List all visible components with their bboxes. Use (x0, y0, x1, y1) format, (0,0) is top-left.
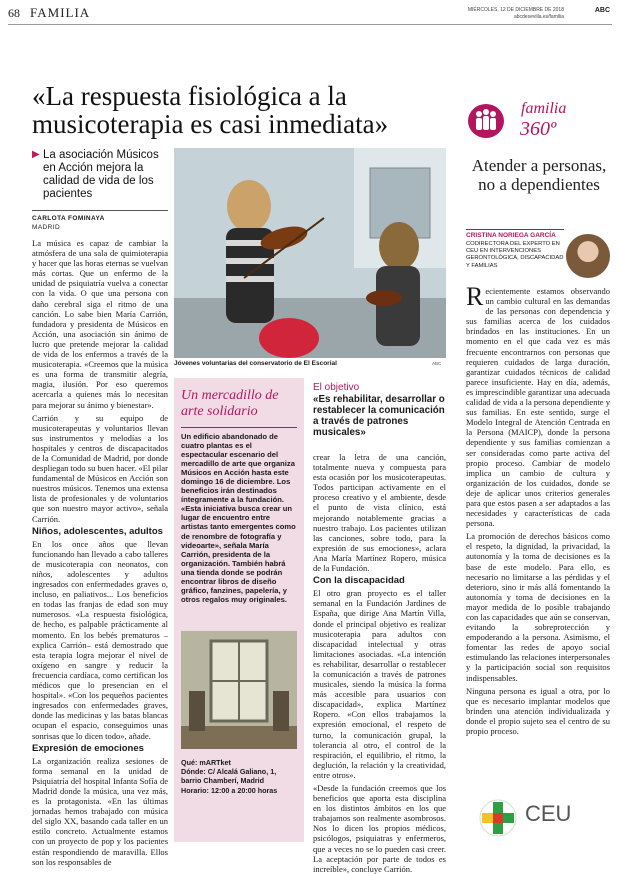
paragraph: Ninguna persona es igual a otra, por lo que es necesario implantar modelos que brinden una atención individualizada y donde el propio sujeto sea el centro de su propio proceso. (466, 685, 610, 737)
info-horario: Horario: 12:00 a 20:00 horas (181, 785, 278, 795)
market-room-illustration (181, 631, 297, 749)
headline: «La respuesta fisiológica a la musicoterapia es casi inmediata» (32, 81, 389, 139)
paragraph: El otro gran proyecto es el taller semanal en la Fundación Jardines de España, que dirige Ana Martín Villa, donde el principal objetivo es realizar musicoterapia para adultos con discapacidad intelectual y otras limitaciones asociadas. «La intención es rehabilitar, desarrollar o restablecer la comunicación a través de patrones musicales, siendo la música la forma más accesible para usuarios con discapacidad», explica Martínez Ropero. «Con ellos trabajamos la expresión emocional, el respeto de turno, la comunicación grupal, la tolerancia al otro, el control de la respiración, el equilibrio, el ritmo, la deglución, la relación y la creatividad, entre otros». (313, 588, 446, 780)
byline-divider (32, 210, 168, 211)
objetivo-label: El objetivo (313, 382, 360, 393)
page-header (8, 4, 612, 25)
dropcap: R (466, 282, 484, 311)
mercadillo-body: Un edificio abandonado de cuatro plantas es el espectacular escenario del mercadillo de arte que organiza Músicos en Acción hasta este domingo 16 de diciembre. Los beneficios irán destinados íntegramente a la fundación. «Esta iniciativa busca crear un lugar de encuentro entre artistas tanto emergentes como de renombre de fotografía y videoarte», señala María Carrión, presidenta de la organización. También habrá una tienda donde se podrán encontrar libros de diseño gráfico, fanzines, papelería, y otros regalos muy originales. (181, 432, 296, 604)
subheading: Niños, adolescentes, adultos (32, 525, 163, 537)
mercadillo-divider (181, 427, 297, 428)
ceu-cross-icon (478, 798, 518, 838)
info-donde: Dónde: C/ Alcalá Galiano, 1, barrio Chamberí, Madrid (181, 767, 277, 786)
first-paragraph-text: ecientemente estamos observando un cambio cultural en las demandas de las personas con dependencia y sus familias acerca de los cuidados brindados en las instituciones. En un momento en el que cada vez es más frecuente encontrarnos con personas que requieren cuidados de larga duración, garantizar cuidados técnicos de calidad parece insuficiente. Hay en día, además, es imprescindible garantizar una adecuada calidad de vida a la persona dependiente y sus familias. En este sentido, surge el Modelo Integral de Atención Centrada en la Persona (MAICP), donde la persona dependiente y sus familias comienzan a ser consideradas como parte activa del propio proceso. Cambiar de modelo implica un cambio de cultura y organización de los cuidados, donde se deje de aplicar unos criterios generales para que estos pasen a ser adaptados a las necesidades y características de cada persona. (466, 286, 610, 529)
market-photo (181, 631, 297, 749)
side-column-role: CODIRECTORA DEL EXPERTO EN CEU EN INTERVENCIONES GERONTOLÓGICA, DISCAPACIDAD Y FAMILIAS (466, 241, 564, 269)
paragraph: La organización realiza sesiones de forma semanal en la unidad de Psiquiatría del hospital Infanta Sofía de Madrid donde la música, una vez más, es la protagonista. «En las últimas jornadas hemos trabajado con música del siglo XX, basando cada taller en un estilo concreto. Actualmente estamos con un proyecto de pop y los pacientes están respondiendo de maravilla. Ellos son los responsables de (32, 755, 168, 867)
photo-caption: Jóvenes voluntarias del conservatorio de El Escorial (174, 360, 337, 367)
side-column-body (466, 282, 610, 770)
info-que: Qué: mARTket (181, 758, 231, 767)
paragraph: «Desde la fundación creemos que los beneficios que aporta esta disciplina en los distintos ámbitos en los que trabajamos son realmente asombrosos. Nos lo dicen los propios médicos, psicólogos, psiquiatras y enfermeros, que a veces no se lo pueden casi creer. La aceptación por parte de todos es increíble», concluye Carrión. (313, 783, 446, 874)
url-line: abcdesevilla.es/familia (513, 14, 564, 20)
paragraph: Carrión y su equipo de musicoterapeutas y voluntarios llevan sus instrumentos y melodías a los hospitales y centros de discapacitados de la Comunidad de Madrid, por donde despliegan todo su buen hacer. «El pilar fundamental de Músicos en Acción son nuestros músicos. Tenemos una extensa lista de profesionales y de voluntarios que son nuestro mayor activo», señala Carrión. (32, 412, 168, 524)
page-number: 68 (8, 6, 20, 20)
violinists-illustration (174, 148, 446, 358)
paragraph: crear la letra de una canción, totalmente nueva y compuesta para esta ocasión por los musicoterapeutas. Todos participan activamente en el proceso creativo y el ambiente, desde el punto de vista clínico, está mejorando notablemente gracias a nuestro trabajo. Los pacientes utilizan las canciones, sobre todo, para la expresión de sus emociones», aclara Ana María Martínez Ropero, música de la Fundación. (313, 452, 446, 574)
main-photo (174, 148, 446, 358)
subheading: Expresión de emociones (32, 742, 144, 754)
subhead-arrow-icon: ▶ (32, 149, 40, 160)
mercadillo-info (181, 758, 297, 795)
subheading: Con la discapacidad (313, 575, 405, 587)
paragraph: La promoción de derechos básicos como el respeto, la dignidad, la privacidad, la autonomía y la toma de decisiones es la base de este modelo. Para ello, es necesario no limitarse a las pérdidas y el deterioro, sino ir más allá fomentando la autonomía y toma de decisiones en la mayor medida de lo posible trabajando con las capacidades que aún se conservan, evitando la sobreprotección y empoderando a la persona. Asimismo, el fomentar las redes de apoyo social estimulando las relaciones interpersonales y la participación social son requisitos indispensables. (466, 531, 610, 683)
side-column-author: CRISTINA NORIEGA GARCÍA (466, 229, 564, 239)
author-avatar (566, 234, 610, 278)
section-name: FAMILIA (30, 5, 91, 20)
byline-author: CARLOTA FOMINAYA (32, 215, 105, 222)
subheadline: La asociación Músicos en Acción mejora la calidad de vida de los pacientes (43, 149, 159, 200)
byline-location: MADRID (32, 224, 61, 231)
ceu-wordmark: CEU (525, 801, 572, 826)
logo-number: 360º (520, 118, 557, 140)
article-column-1 (32, 238, 168, 867)
objetivo-quote: «Es rehabilitar, desarrollar o restablecer la comunicación a través de patrones musicales» (313, 394, 445, 438)
photo-credit: ABC (432, 361, 442, 366)
newspaper-name: ABC (594, 7, 610, 14)
side-column-title: Atender a personas, no a dependientes (471, 156, 607, 194)
paragraph: En los once años que llevan funcionando han llevado a cabo talleres de musicoterapia con neonatos, con niños, adolescentes y adultos ingresados con enfermedades graves o, incluso, en paliativos... Los beneficios en todas las franjas de edad son muy numerosos. «La respuesta fisiológica, de hecho, es palpable prácticamente al momento. En los bebés prematuros –explica Carrión– está demostrado que esta terapia logra mejorar el nivel de oxígeno en sangre y reducir la frecuencia cardíaca, como certifican los médicos que lo presencian en el hospital». «Con los pequeños pacientes ingresados con enfermedades graves, donde las medicinas y las batas blancas ocupan el espacio, conseguimos unas sonrisas que lo dicen todo», añade. (32, 538, 168, 741)
paragraph (466, 282, 610, 529)
article-column-3 (313, 452, 446, 874)
mercadillo-title: Un mercadillo de arte solidario (181, 388, 279, 419)
date-line: MIÉRCOLES, 12 DE DICIEMBRE DE 2018 (467, 7, 564, 13)
logo-word: familia (521, 100, 567, 117)
paragraph: La música es capaz de cambiar la atmósfera de una sala de quimioterapia y hacer que las horas eternas se vuelvan más cortas. Que un enfermo de la unidad de psiquiatría vuelva a conectar con la vida. O que una persona con daño cerebral siga el ritmo de una canción. Lo sabe bien María Carrión, fundadora y presidenta de Músicos en Acción, una asociación sin ánimo de lucro que pretende mejorar la calidad de vida de los enfermos a través de la musicoterapia. «Creemos que la música es una forma de transmitir alegría, magia, ilusión. Por eso queremos acercarla a quienes más lo necesitan para mejorar su ánimo y bienestar». (32, 238, 168, 410)
